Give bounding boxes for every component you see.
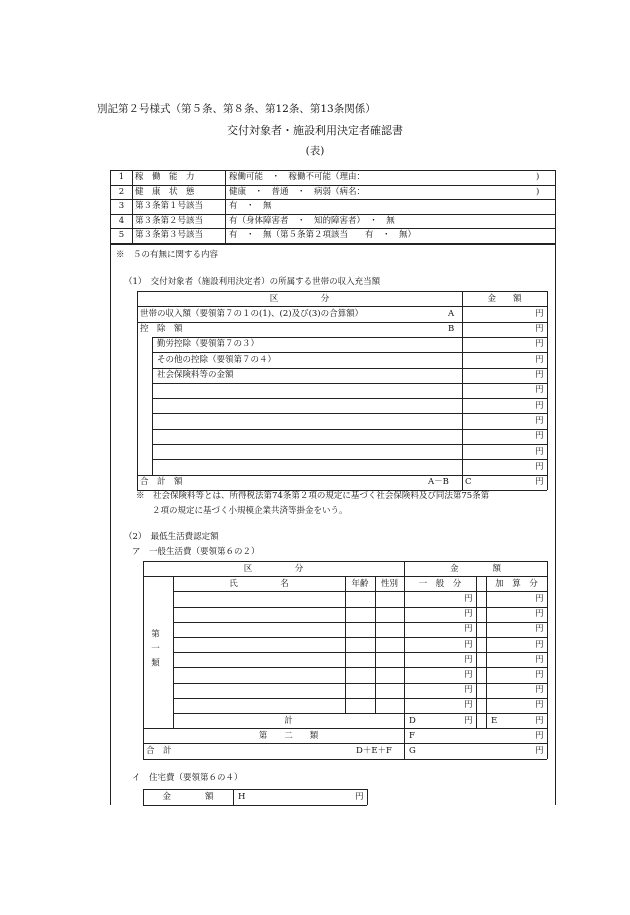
row-content: 有（身体障害者 ・ 知的障害者） ・ 無 (229, 215, 395, 226)
col-header-kubun: 区 分 (269, 293, 330, 304)
yen-unit: 円 (355, 791, 364, 802)
row-rule (110, 214, 555, 215)
row-rule (152, 398, 547, 399)
table-right (547, 291, 548, 490)
sec2-sub-i: イ 住宅費（要領第６の４） (132, 773, 243, 783)
row-rule (152, 413, 547, 414)
yen-unit: 円 (535, 385, 544, 396)
total-formula: A－B (428, 477, 449, 488)
yen-unit: 円 (535, 715, 544, 726)
mark-e: E (491, 715, 498, 726)
deduction-mark: B (448, 324, 455, 335)
yen-unit: 円 (535, 324, 544, 335)
row-rule (152, 352, 547, 353)
yen-unit: 円 (535, 654, 544, 665)
row-rule (173, 652, 547, 653)
subtotal-label: 計 (284, 715, 293, 726)
yen-unit: 円 (535, 354, 544, 365)
row-rule (110, 170, 555, 171)
row-rule (173, 591, 547, 592)
row-number: 5 (118, 230, 125, 240)
row-rule (173, 667, 547, 668)
yen-unit: 円 (535, 400, 544, 411)
yen-unit: 円 (464, 593, 473, 604)
row-rule (173, 622, 547, 623)
col-rule-label (225, 170, 226, 243)
row-number: 2 (118, 186, 125, 197)
mark-f: F (409, 730, 415, 741)
group-1-label: 第一類 (149, 629, 160, 673)
row-rule (110, 185, 555, 186)
col-header-kingaku: 金 額 (449, 563, 501, 574)
row-label: 第３条第３号該当 (135, 230, 204, 240)
col-header-age: 年齢 (351, 578, 369, 589)
row-close-paren: ) (536, 186, 540, 197)
row-rule (173, 637, 547, 638)
outer-frame-right (555, 170, 556, 805)
row-rule (152, 429, 547, 430)
sec2-heading: （2） 最低生活費認定額 (124, 532, 219, 542)
yen-unit: 円 (464, 624, 473, 635)
yen-unit: 円 (464, 654, 473, 665)
deduction-item: その他の控除（要領第７の４） (157, 354, 277, 365)
row-rule (152, 368, 547, 369)
note-item5: ※ ５の有無に関する内容 (116, 250, 219, 260)
row-content: 稼働可能 ・ 稼働不可能（理由： (229, 172, 366, 182)
row-label: 第３条第１号該当 (135, 201, 204, 211)
row-rule (110, 228, 555, 229)
yen-unit: 円 (535, 700, 544, 711)
row-rule (173, 683, 547, 684)
col-header-kubun: 区 分 (243, 563, 304, 574)
income-mark: A (448, 308, 455, 319)
col-split (233, 789, 234, 805)
yen-unit: 円 (535, 639, 544, 650)
row-content: 健康 ・ 普通 ・ 病弱（病名： (229, 186, 366, 197)
row-rule (143, 805, 367, 806)
yen-unit: 円 (535, 730, 544, 741)
col-header-general: 一 般 分 (418, 578, 462, 589)
deduction-label: 控 除 額 (140, 324, 183, 335)
yen-unit: 円 (535, 308, 544, 319)
col-header-kingaku: 金 額 (487, 293, 522, 304)
row-number: 3 (118, 201, 125, 211)
row-label: 稼 働 能 力 (135, 172, 195, 182)
yen-unit: 円 (535, 609, 544, 620)
row-rule (143, 728, 547, 729)
row-rule (110, 199, 555, 200)
row-number: 4 (118, 215, 125, 226)
yen-unit: 円 (535, 461, 544, 472)
yen-unit: 円 (535, 593, 544, 604)
total-formula: D＋E＋F (356, 745, 392, 756)
row-rule (152, 459, 547, 460)
col-rule-no (132, 170, 133, 243)
row-rule (143, 789, 367, 790)
outer-frame-left (110, 170, 111, 805)
table-right (547, 561, 548, 759)
yen-unit: 円 (535, 370, 544, 380)
total-mark: C (465, 477, 472, 488)
col-header-sex: 性別 (380, 578, 398, 589)
sec1-note-line2: ２項の規定に基づく小規模企業共済等掛金をいう。 (152, 506, 348, 516)
row-rule (143, 561, 547, 562)
row-number: 1 (118, 172, 125, 182)
sec2-sub-a: ア 一般生活費（要領第６の２） (132, 547, 260, 557)
yen-unit: 円 (464, 700, 473, 711)
document-subtitle: (表) (305, 145, 325, 157)
yen-unit: 円 (464, 639, 473, 650)
deduction-item: 勤労控除（要領第７の３） (157, 339, 260, 350)
mark-d: D (409, 715, 416, 726)
col-rule-sex (375, 576, 376, 713)
row-rule (152, 444, 547, 445)
yen-unit: 円 (464, 669, 473, 680)
income-label: 世帯の収入額（要領第７の１の(1)、(2)及び(3)の合算額） (140, 308, 364, 319)
yen-unit: 円 (535, 477, 544, 488)
group-2-label: 第 二 類 (258, 730, 319, 741)
total-label: 合 計 額 (140, 477, 183, 488)
row-label: 健 康 状 態 (135, 186, 195, 197)
yen-unit: 円 (535, 431, 544, 442)
row-label: 第３条第２号該当 (135, 215, 204, 226)
col-rule-age (345, 576, 346, 713)
row-rule (143, 743, 547, 744)
yen-unit: 円 (535, 415, 544, 426)
sec1-heading: （1） 交付対象者（施設利用決定者）の所属する世帯の収入充当額 (124, 277, 381, 287)
yen-unit: 円 (535, 685, 544, 696)
yen-unit: 円 (535, 745, 544, 756)
row-content: 有 ・ 無 (229, 201, 272, 211)
row-rule (173, 607, 547, 608)
row-content: 有 ・ 無（第５条第２項該当 有 ・ 無） (229, 230, 417, 240)
form-label: 別記第２号様式（第５条、第８条、第12条、第13条関係） (97, 103, 376, 115)
yen-unit: 円 (535, 624, 544, 635)
document-title: 交付対象者・施設利用決定者確認書 (227, 124, 403, 137)
yen-unit: 円 (464, 685, 473, 696)
col-header-add: 加 算 分 (495, 578, 538, 589)
row-rule (137, 306, 547, 307)
col-header-name: 氏 名 (229, 578, 289, 589)
housing-label: 金 額 (162, 791, 214, 802)
row-rule (137, 291, 547, 292)
row-close-paren: ) (536, 172, 540, 182)
row-rule (152, 383, 547, 384)
yen-unit: 円 (464, 609, 473, 620)
total-label: 合 計 (146, 745, 172, 756)
sec1-note: ※ 社会保険料等とは、所得税法第74条第２項の規定に基づく社会保険料及び同法第75条第 (136, 491, 490, 501)
row-rule (137, 322, 547, 323)
yen-unit: 円 (535, 669, 544, 680)
mark-h: H (238, 791, 246, 802)
row-rule (137, 475, 547, 476)
row-rule (173, 713, 547, 714)
row-rule (152, 337, 547, 338)
row-rule (110, 244, 555, 245)
yen-unit: 円 (535, 339, 544, 350)
yen-unit: 円 (535, 446, 544, 457)
yen-unit: 円 (464, 715, 473, 726)
mark-g: G (409, 745, 416, 756)
deduction-item: 社会保険料等の金額 (157, 370, 234, 380)
row-rule (143, 759, 547, 760)
indent-rule (152, 337, 153, 475)
row-rule (173, 698, 547, 699)
table-right (367, 789, 368, 805)
